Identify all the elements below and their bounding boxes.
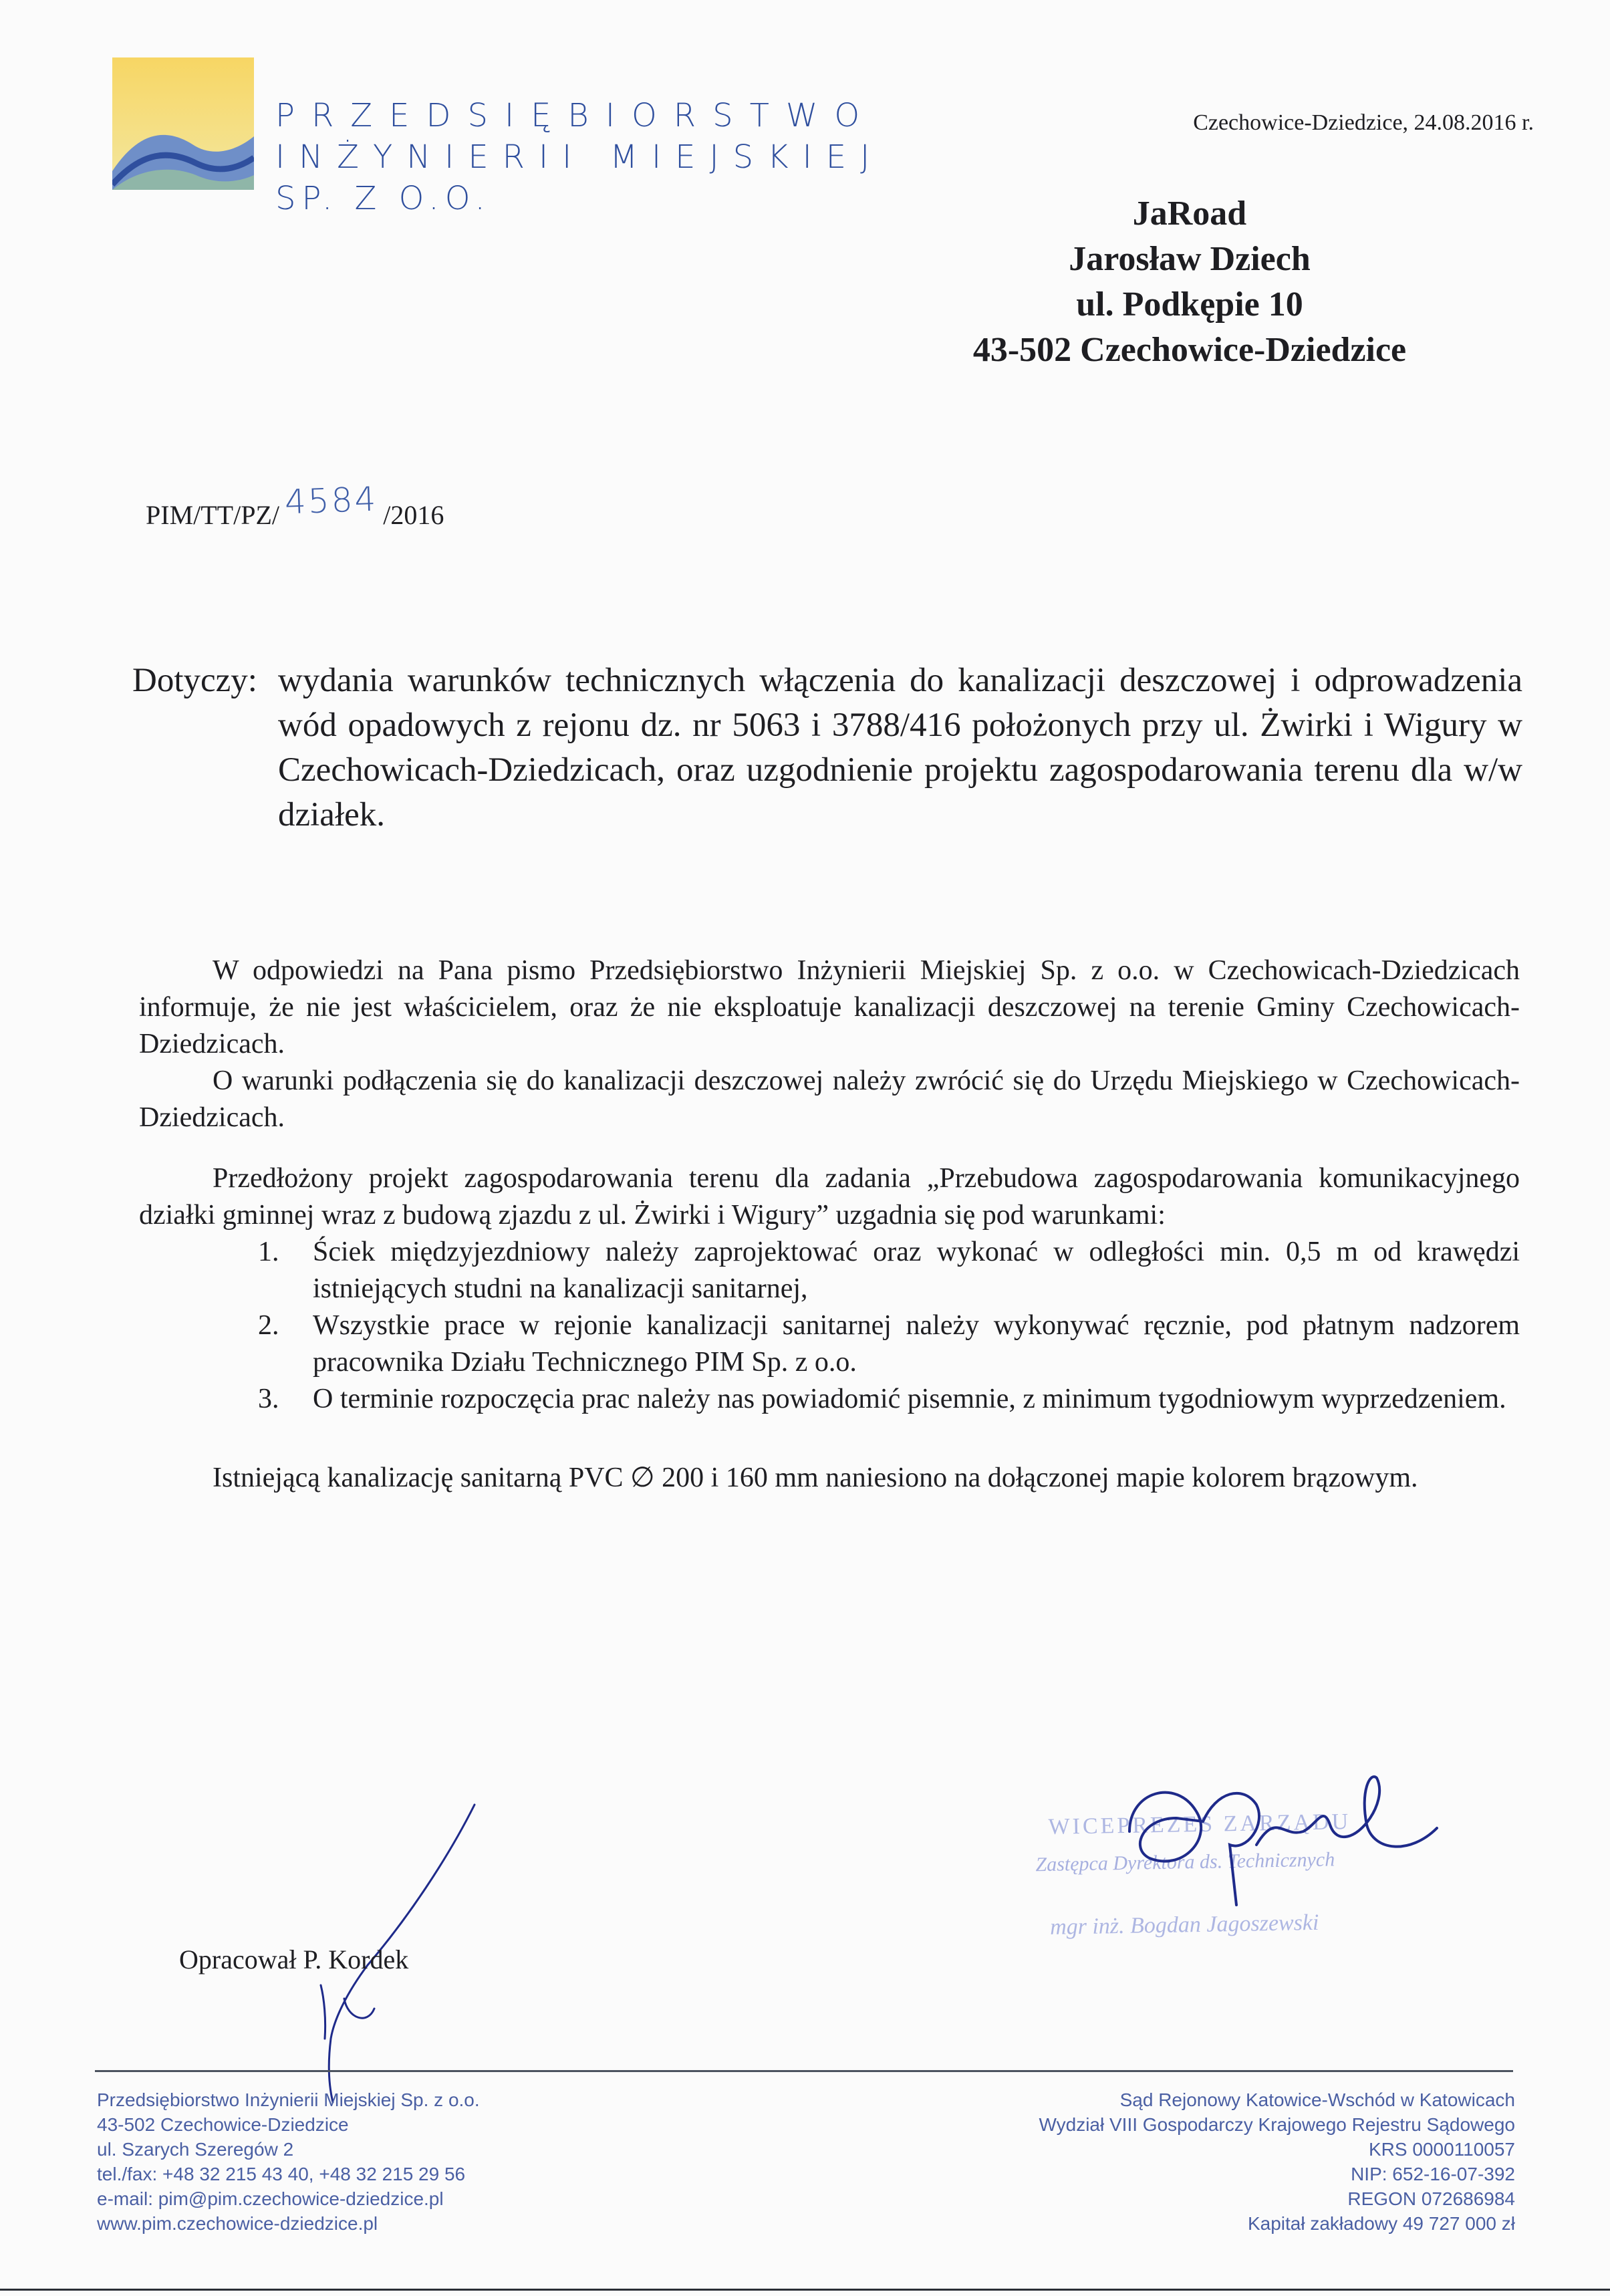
footer-registry-info (1039, 2087, 1515, 2236)
company-name-line: PRZEDSIĘBIORSTWO (275, 97, 877, 134)
company-logo-icon (112, 57, 254, 190)
footer-line: REGON 072686984 (1347, 2188, 1515, 2209)
condition-text: O terminie rozpoczęcia prac należy nas powiadomić pisemnie, z minimum tygodniowym wyprzedzeniem. (313, 1384, 1506, 1414)
footer-line: Przedsiębiorstwo Inżynierii Miejskiej Sp. z o.o. (97, 2089, 480, 2110)
addressee-company: JaRoad (1132, 195, 1247, 233)
condition-item (139, 1381, 1520, 1418)
footer-line: www.pim.czechowice-dziedzice.pl (97, 2213, 378, 2234)
footer-company-info (97, 2087, 480, 2236)
condition-item (139, 1234, 1520, 1307)
footer-line: e-mail: pim@pim.czechowice-dziedzice.pl (97, 2188, 444, 2209)
footer-line: NIP: 652-16-07-392 (1351, 2164, 1515, 2184)
stamp-subtitle: Zastępca Dyrektora ds. Technicznych (1035, 1848, 1335, 1876)
stamp-name: mgr inż. Bogdan Jagoszewski (1049, 1910, 1319, 1940)
footer-line: KRS 0000110057 (1369, 2139, 1515, 2160)
letter-body (139, 952, 1520, 1497)
condition-number: 2. (258, 1310, 279, 1341)
conditions-list (139, 1234, 1520, 1418)
footer-line: Kapitał zakładowy 49 727 000 zł (1247, 2213, 1515, 2234)
footer-divider (95, 2070, 1513, 2072)
subject-label: Dotyczy: (132, 662, 257, 699)
reference-suffix: /2016 (383, 500, 444, 530)
addressee-block (896, 191, 1484, 373)
footer-line: Sąd Rejonowy Katowice-Wschód w Katowicach (1119, 2089, 1515, 2110)
body-paragraph: Przedłożony projekt zagospodarowania terenu dla zadania „Przebudowa zagospodarowania komunikacyjnego działki gminnej wraz z budową zjazdu z ul. Żwirki i Wigury” uzgadnia się pod warunkami: (139, 1163, 1520, 1231)
reference-number (146, 479, 444, 532)
footer-line: ul. Szarych Szeregów 2 (97, 2139, 294, 2160)
letter-date: Czechowice-Dziedzice, 24.08.2016 r. (1193, 110, 1534, 135)
reference-handwritten-number: 4584 (284, 479, 379, 522)
page-bottom-edge (0, 2289, 1610, 2291)
reference-prefix: PIM/TT/PZ/ (146, 500, 280, 530)
manager-signature-icon (1103, 1738, 1477, 1938)
subject-text: wydania warunków technicznych włączenia do kanalizacji deszczowej i odprowadzenia wód opadowych z rejonu dz. nr 5063 i 3788/416 położonych przy ul. Żwirki i Wigury w Czechowicach-Dziedzicach, oraz uzgodnienie projektu zagospodarowania terenu dla w/w działek. (278, 662, 1522, 834)
condition-number: 3. (258, 1384, 279, 1414)
body-paragraph: Istniejącą kanalizację sanitarną PVC ∅ 200 i 160 mm naniesiono na dołączonej mapie kolorem brązowym. (213, 1462, 1418, 1493)
addressee-person: Jarosław Dziech (1069, 240, 1311, 278)
body-paragraph: W odpowiedzi na Pana pismo Przedsiębiorstwo Inżynierii Miejskiej Sp. z o.o. w Czechowicach-Dziedzicach informuje, że nie jest właścicielem, oraz że nie eksploatuje kanalizacji deszczowej na terenie Gminy Czechowicach-Dziedzicach. (139, 955, 1520, 1059)
condition-number: 1. (258, 1237, 279, 1267)
subject-block (132, 658, 1522, 838)
company-name-logo (275, 95, 884, 219)
footer-line: Wydział VIII Gospodarczy Krajowego Rejestru Sądowego (1039, 2114, 1515, 2135)
addressee-city: 43-502 Czechowice-Dziedzice (972, 331, 1407, 369)
footer-line: 43-502 Czechowice-Dziedzice (97, 2114, 349, 2135)
prepared-by: Opracował P. Kordek (179, 1944, 409, 1974)
stamp-title: WICEPREZES ZARZĄDU (1048, 1809, 1351, 1839)
company-name-line: SP. Z O.O. (275, 180, 491, 217)
footer-line: tel./fax: +48 32 215 43 40, +48 32 215 29 56 (97, 2164, 466, 2184)
addressee-street: ul. Podkępie 10 (1076, 285, 1303, 324)
condition-text: Wszystkie prace w rejonie kanalizacji sanitarnej należy wykonywać ręcznie, pod płatnym nadzorem pracownika Działu Technicznego PIM Sp. z o.o. (313, 1310, 1520, 1378)
condition-text: Ściek międzyjezdniowy należy zaprojektować oraz wykonać w odległości min. 0,5 m od krawędzi istniejących studni na kanalizacji sanitarnej, (313, 1237, 1520, 1304)
condition-item (139, 1307, 1520, 1381)
company-name-line: INŻYNIERII MIEJSKIEJ (275, 138, 884, 176)
body-paragraph: O warunki podłączenia się do kanalizacji deszczowej należy zwrócić się do Urzędu Miejskiego w Czechowicach-Dziedzicach. (139, 1065, 1520, 1133)
